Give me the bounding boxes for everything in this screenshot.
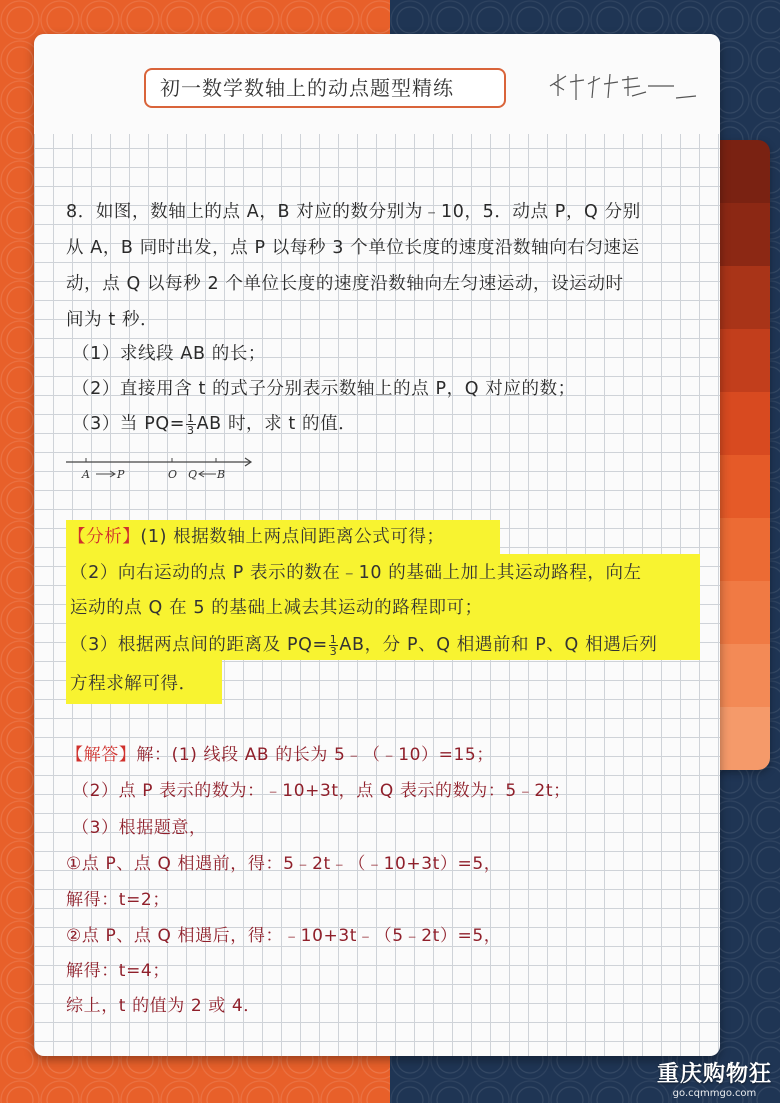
solution-line-1: 【解答】解：(1) 线段 AB 的长为 5﹣（﹣10）=15； xyxy=(66,745,494,765)
analysis-line-2: （2）向右运动的点 P 表示的数在﹣10 的基础上加上其运动路程，向左 xyxy=(70,563,642,583)
solution-line-6: ②点 P、点 Q 相遇后，得：﹣10+3t﹣（5﹣2t）=5， xyxy=(66,926,502,946)
solution-tag: 【解答】 xyxy=(66,745,137,765)
handwritten-scribble xyxy=(548,66,698,112)
analysis-line-5: 方程求解可得． xyxy=(70,674,197,694)
solution-line-4: ①点 P、点 Q 相遇前，得：5﹣2t﹣（﹣10+3t）=5， xyxy=(66,854,502,874)
fraction-one-third: $\frac{1}{3}$ xyxy=(187,411,195,437)
analysis-line-3: 运动的点 Q 在 5 的基础上减去其运动的路程即可； xyxy=(70,598,483,618)
nl-label-b: B xyxy=(217,468,226,481)
sub-question-1: （1）求线段 AB 的长； xyxy=(72,344,267,364)
nl-label-q: Q xyxy=(188,468,198,481)
page-title: 初一数学数轴上的动点题型精练 xyxy=(144,68,506,108)
fraction-one-third-analysis: $\frac{1}{3}$ xyxy=(329,632,338,658)
watermark-url: go.cqmmgo.com xyxy=(672,1088,757,1099)
analysis-tag: 【分析】 xyxy=(68,527,141,547)
question-line-3: 动，点 Q 以每秒 2 个单位长度的速度沿数轴向左匀速运动，设运动时 xyxy=(66,274,624,294)
question-line-2: 从 A，B 同时出发，点 P 以每秒 3 个单位长度的速度沿数轴向右匀速运 xyxy=(66,238,640,258)
nl-label-a: A xyxy=(82,468,90,481)
nl-label-p: P xyxy=(117,468,125,481)
nl-label-o: O xyxy=(168,468,178,481)
watermark xyxy=(657,1057,772,1099)
sub3-after: AB 时，求 t 的值． xyxy=(196,414,357,434)
sub3-before: （3）当 PQ= xyxy=(72,414,185,434)
number-line-diagram xyxy=(64,452,254,486)
question-line-1: 8．如图，数轴上的点 A，B 对应的数分别为﹣10，5．动点 P，Q 分别 xyxy=(66,202,641,222)
solution-line-5: 解得：t=2； xyxy=(66,890,170,910)
watermark-name: 重庆购物狂 xyxy=(656,1062,772,1087)
sub-question-2: （2）直接用含 t 的式子分别表示数轴上的点 P，Q 对应的数； xyxy=(72,379,576,399)
sub-question-3 xyxy=(72,406,722,442)
solution-line-8: 综上，t 的值为 2 或 4． xyxy=(66,996,261,1016)
solution-line-2: （2）点 P 表示的数为：﹣10+3t，点 Q 表示的数为：5﹣2t； xyxy=(72,781,571,801)
solution-line-3: （3）根据题意， xyxy=(72,818,207,838)
analysis-line-1: 【分析】(1) 根据数轴上两点间距离公式可得； xyxy=(68,527,445,547)
analysis-line-4: （3）根据两点间的距离及 PQ= $\frac{1}{3}$ AB，分 P、Q 相遇前和 P、Q 相遇后列 xyxy=(70,632,658,658)
question-line-4: 间为 t 秒． xyxy=(66,310,159,330)
solution-line-7: 解得：t=4； xyxy=(66,961,170,981)
